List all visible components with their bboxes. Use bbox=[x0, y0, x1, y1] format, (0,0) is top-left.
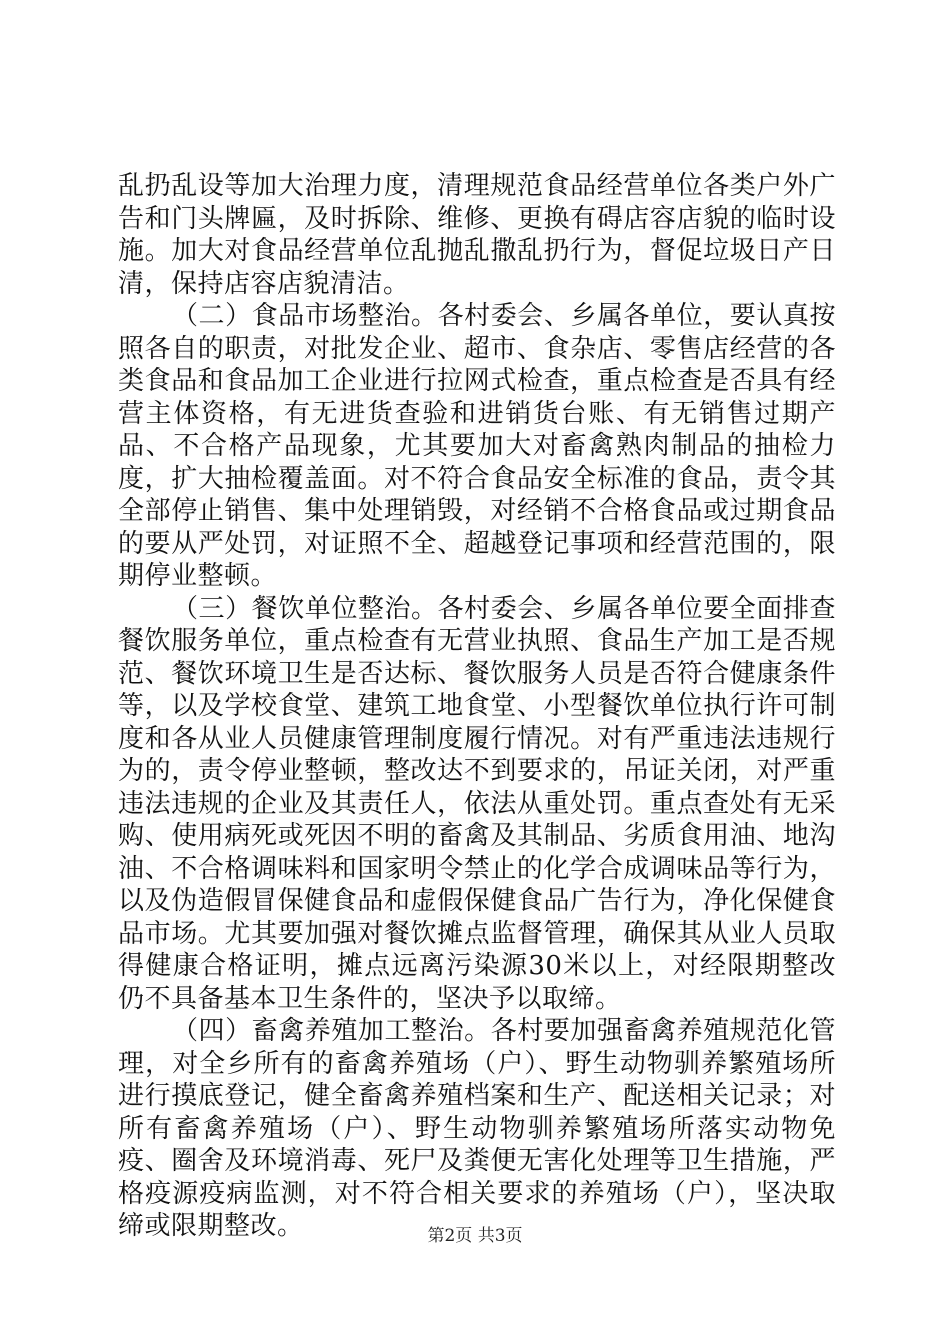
page-footer: 第2页 共3页 bbox=[427, 1226, 523, 1246]
paragraph-livestock: （四）畜禽养殖加工整治。各村要加强畜禽养殖规范化管理，对全乡所有的畜禽养殖场（户）、野生动物驯养繁殖场所进行摸底登记，健全畜禽养殖档案和生产、配送相关记录；对所有畜禽养殖场（户）、野生动物驯养繁殖场所落实动物免疫、圈舍及环境消毒、死尸及粪便无害化处理等卫生措施，严格疫源疫病监测，对不符合相关要求的养殖场（户），坚决取缔或限期整改。 bbox=[118, 1016, 836, 1241]
paragraph-food-market: （二）食品市场整治。各村委会、乡属各单位，要认真按照各自的职责，对批发企业、超市、食杂店、零售店经营的各类食品和食品加工企业进行拉网式检查，重点检查是否具有经营主体资格，有无进货查验和进销货台账、有无销售过期产品、不合格产品现象，尤其要加大对畜禽熟肉制品的抽检力度，扩大抽检覆盖面。对不符合食品安全标准的食品，责令其全部停止销售、集中处理销毁，对经销不合格食品或过期食品的要从严处罚，对证照不全、超越登记事项和经营范围的，限期停业整顿。 bbox=[118, 301, 836, 591]
paragraph-continuation: 乱扔乱设等加大治理力度，清理规范食品经营单位各类户外广告和门头牌匾，及时拆除、维修、更换有碍店容店貌的临时设施。加大对食品经营单位乱抛乱撒乱扔行为，督促垃圾日产日清，保持店容店貌清洁。 bbox=[118, 171, 836, 299]
paragraph-catering: （三）餐饮单位整治。各村委会、乡属各单位要全面排查餐饮服务单位，重点检查有无营业执照、食品生产加工是否规范、餐饮环境卫生是否达标、餐饮服务人员是否符合健康条件等，以及学校食堂、建筑工地食堂、小型餐饮单位执行许可制度和各从业人员健康管理制度履行情况。对有严重违法违规行为的，责令停业整顿，整改达不到要求的，吊证关闭，对严重违法违规的企业及其责任人，依法从重处罚。重点查处有无采购、使用病死或死因不明的畜禽及其制品、劣质食用油、地沟油、不合格调味料和国家明令禁止的化学合成调味品等行为，以及伪造假冒保健食品和虚假保健食品广告行为，净化保健食品市场。尤其要加强对餐饮摊点监督管理，确保其从业人员取得健康合格证明，摊点远离污染源30米以上，对经限期整改仍不具备基本卫生条件的，坚决予以取缔。 bbox=[118, 593, 836, 1014]
document-body bbox=[118, 170, 836, 1243]
